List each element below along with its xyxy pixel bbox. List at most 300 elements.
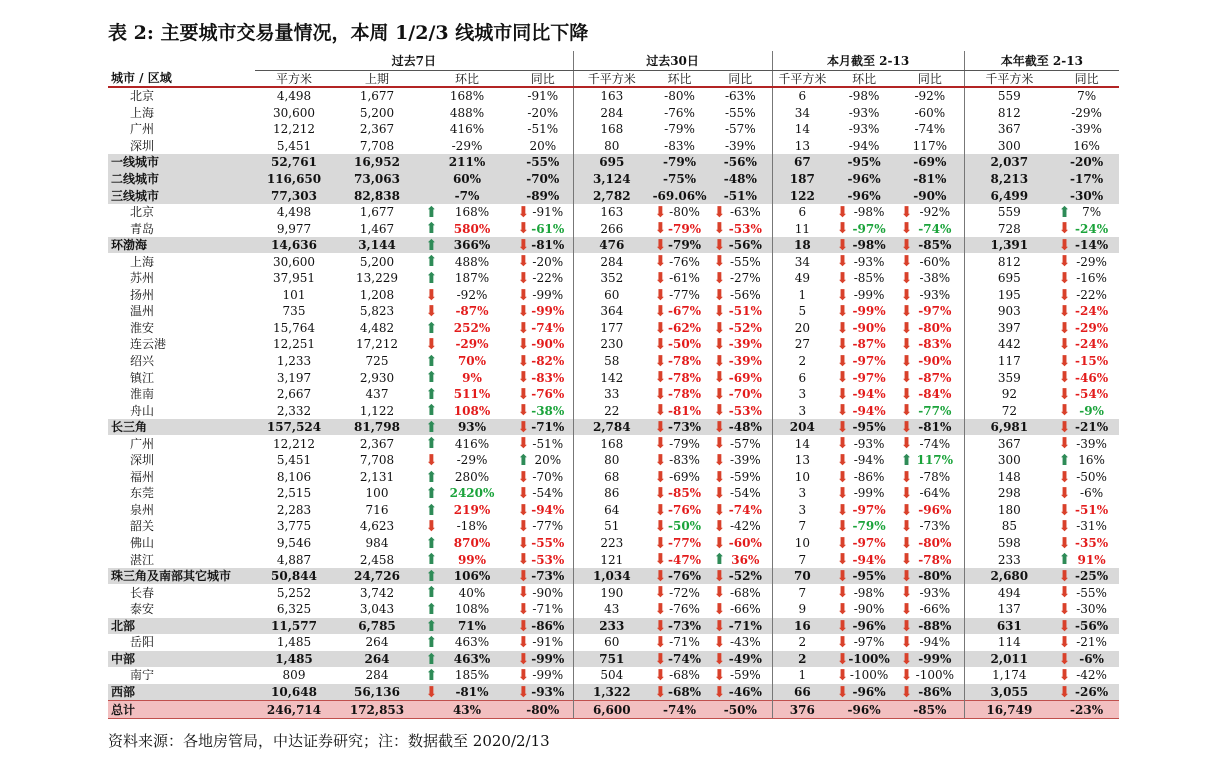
table-cell: 5,200 <box>359 105 395 120</box>
arrow-down-icon-cell: ⬇ -85% <box>896 237 964 254</box>
arrow-down-icon-cell: ⬇ -50% <box>650 336 709 353</box>
table-cell: 12,212 <box>273 122 315 137</box>
group-row <box>108 171 1119 188</box>
table-cell: -96% <box>832 187 896 204</box>
table-cell: 367 <box>964 121 1054 138</box>
city-name: 淮南 <box>130 387 155 402</box>
arrow-down-icon-cell: ⬇ -53% <box>709 220 772 237</box>
city-name: 三线城市 <box>108 187 255 204</box>
arrow-down-icon-cell: ⬇ -97% <box>832 353 896 370</box>
table-cell: 163 <box>573 87 650 105</box>
table-cell: 5,200 <box>359 254 395 269</box>
arrow-down-icon-cell: ⬇ -91% <box>513 634 573 651</box>
arrow-up-icon-cell: ⬆ 219% <box>421 502 513 519</box>
arrow-down-icon-cell: ⬇ -86% <box>896 684 964 701</box>
arrow-down-icon-cell: ⬇ -43% <box>709 634 772 651</box>
table-row <box>108 87 1119 105</box>
column-header: 环比 <box>650 71 709 88</box>
table-cell: 18 <box>772 237 832 254</box>
table-cell: 4,498 <box>276 205 312 220</box>
table-cell: 1,467 <box>359 221 395 236</box>
table-cell: 812 <box>964 105 1054 122</box>
table-cell: 488% <box>449 105 485 120</box>
table-cell: 2,332 <box>276 403 312 418</box>
column-header: 环比 <box>421 71 513 88</box>
table-cell: 1,677 <box>359 89 395 104</box>
table-cell: 728 <box>964 220 1054 237</box>
arrow-down-icon-cell: ⬇ -71% <box>650 634 709 651</box>
table-cell: 190 <box>573 584 650 601</box>
column-header: 千平方米 <box>772 71 832 88</box>
data-table <box>108 51 1119 719</box>
arrow-down-icon-cell: ⬇ -26% <box>1054 684 1119 701</box>
table-cell: 148 <box>964 469 1054 486</box>
arrow-down-icon-cell: ⬇ -100% <box>896 667 964 684</box>
arrow-down-icon-cell: ⬇ -39% <box>1054 435 1119 452</box>
arrow-down-icon-cell: ⬇ -78% <box>896 469 964 486</box>
table-cell: 27 <box>772 336 832 353</box>
table-cell: 9,977 <box>276 221 312 236</box>
table-cell: 2,458 <box>359 552 395 567</box>
table-cell: -74% <box>914 122 946 137</box>
table-row <box>108 353 1119 370</box>
table-cell: 43% <box>421 701 513 719</box>
arrow-down-icon-cell: ⬇ -90% <box>513 584 573 601</box>
arrow-up-icon-cell: ⬆ 71% <box>421 618 513 635</box>
table-cell: 5,252 <box>276 585 312 600</box>
table-cell: 233 <box>573 618 650 635</box>
city-name: 深圳 <box>130 453 155 468</box>
table-cell: 58 <box>573 353 650 370</box>
table-cell: 60 <box>573 634 650 651</box>
table-cell: -55% <box>724 105 756 120</box>
table-cell: 20 <box>772 320 832 337</box>
table-cell: 2,367 <box>359 436 395 451</box>
table-cell: -20% <box>1054 154 1119 171</box>
arrow-down-icon-cell: ⬇ -6% <box>1054 651 1119 668</box>
arrow-down-icon-cell: ⬇ -74% <box>896 435 964 452</box>
table-cell: 81,798 <box>333 419 421 436</box>
arrow-down-icon-cell: ⬇ -74% <box>513 320 573 337</box>
table-cell: 376 <box>772 701 832 719</box>
table-cell: 9 <box>772 601 832 618</box>
table-cell: 13 <box>772 138 832 155</box>
arrow-down-icon-cell: ⬇ -88% <box>896 618 964 635</box>
arrow-down-icon-cell: ⬇ -24% <box>1054 303 1119 320</box>
table-cell: 266 <box>573 220 650 237</box>
table-cell: -48% <box>709 171 772 188</box>
table-cell: 284 <box>573 105 650 122</box>
city-name: 北京 <box>130 89 155 104</box>
city-name: 长三角 <box>108 419 255 436</box>
table-cell: 168 <box>573 435 650 452</box>
table-cell: 3,144 <box>333 237 421 254</box>
arrow-down-icon-cell: ⬇ -25% <box>1054 568 1119 585</box>
table-cell: 7,708 <box>359 453 395 468</box>
table-cell: 476 <box>573 237 650 254</box>
table-cell: 7 <box>772 518 832 535</box>
table-row <box>108 138 1119 155</box>
arrow-down-icon-cell: ⬇ -95% <box>832 568 896 585</box>
arrow-down-icon-cell: ⬇ -6% <box>1054 485 1119 502</box>
arrow-up-icon-cell: ⬆ 108% <box>421 601 513 618</box>
table-cell: 1,485 <box>255 651 333 668</box>
arrow-down-icon-cell: ⬇ -56% <box>709 287 772 304</box>
arrow-down-icon-cell: ⬇ -59% <box>709 667 772 684</box>
arrow-down-icon-cell: ⬇ -97% <box>832 634 896 651</box>
arrow-down-icon-cell: ⬇ -39% <box>709 452 772 469</box>
table-cell: 6,981 <box>964 419 1054 436</box>
header-row-groups <box>108 51 1119 71</box>
table-cell: 1,233 <box>276 354 312 369</box>
table-cell: 598 <box>964 535 1054 552</box>
table-cell: -96% <box>832 171 896 188</box>
arrow-down-icon-cell: ⬇ -97% <box>896 303 964 320</box>
table-cell: 442 <box>964 336 1054 353</box>
table-cell: 60% <box>421 171 513 188</box>
table-cell: 223 <box>573 535 650 552</box>
arrow-down-icon-cell: ⬇ -94% <box>832 551 896 568</box>
table-cell: 114 <box>964 634 1054 651</box>
arrow-up-icon-cell: ⬆ 2420% <box>421 485 513 502</box>
arrow-down-icon-cell: ⬇ -62% <box>650 320 709 337</box>
column-header: 千平方米 <box>964 71 1054 88</box>
arrow-up-icon-cell: ⬆ 70% <box>421 353 513 370</box>
arrow-down-icon-cell: ⬇ -50% <box>650 518 709 535</box>
table-cell: 16,952 <box>333 154 421 171</box>
table-cell: -60% <box>914 105 946 120</box>
table-cell: 631 <box>964 618 1054 635</box>
group-header-year: 本年截至 2-13 <box>964 51 1119 71</box>
arrow-down-icon-cell: ⬇ -79% <box>650 435 709 452</box>
table-cell: -79% <box>664 122 695 137</box>
arrow-up-icon-cell: ⬆ 16% <box>1054 452 1119 469</box>
table-cell: 157,524 <box>255 419 333 436</box>
table-cell: 2,930 <box>359 370 395 385</box>
table-cell: 70 <box>772 568 832 585</box>
arrow-down-icon-cell: ⬇ -86% <box>832 469 896 486</box>
table-cell: 204 <box>772 419 832 436</box>
arrow-up-icon-cell: ⬆ 187% <box>421 270 513 287</box>
table-cell: -83% <box>664 138 695 153</box>
arrow-down-icon-cell: ⬇ -81% <box>896 419 964 436</box>
table-cell: 6,600 <box>573 701 650 719</box>
column-header: 同比 <box>709 71 772 88</box>
table-cell: 8,213 <box>964 171 1054 188</box>
arrow-down-icon-cell: ⬇ -18% <box>421 518 513 535</box>
table-cell: 559 <box>964 87 1054 105</box>
table-cell: 12,251 <box>273 337 315 352</box>
table-cell: 284 <box>573 253 650 270</box>
arrow-up-icon-cell: ⬆ 117% <box>896 452 964 469</box>
table-cell: 6 <box>772 204 832 221</box>
arrow-down-icon-cell: ⬇ -27% <box>709 270 772 287</box>
arrow-down-icon-cell: ⬇ -97% <box>832 535 896 552</box>
arrow-up-icon-cell: ⬆ 463% <box>421 651 513 668</box>
table-cell: 7% <box>1077 89 1097 104</box>
table-cell: 352 <box>573 270 650 287</box>
arrow-down-icon-cell: ⬇ -80% <box>896 320 964 337</box>
table-cell: -81% <box>896 171 964 188</box>
table-cell: 68 <box>573 469 650 486</box>
city-name: 西部 <box>108 684 255 701</box>
table-cell: 12,212 <box>273 436 315 451</box>
table-row <box>108 320 1119 337</box>
table-cell: 3,043 <box>359 602 395 617</box>
arrow-down-icon-cell: ⬇ -100% <box>832 651 896 668</box>
arrow-down-icon-cell: ⬇ -21% <box>1054 419 1119 436</box>
arrow-down-icon-cell: ⬇ -94% <box>832 402 896 419</box>
table-cell: 2,011 <box>964 651 1054 668</box>
arrow-down-icon-cell: ⬇ -22% <box>1054 287 1119 304</box>
table-cell: 14,636 <box>255 237 333 254</box>
arrow-down-icon-cell: ⬇ -73% <box>650 618 709 635</box>
arrow-down-icon-cell: ⬇ -29% <box>421 452 513 469</box>
group-row <box>108 154 1119 171</box>
table-cell: 3 <box>772 402 832 419</box>
table-cell: 64 <box>573 502 650 519</box>
source-note: 资料来源：各地房管局，中达证券研究；注：数据截至 2020/2/13 <box>108 732 550 750</box>
city-name: 温州 <box>130 304 155 319</box>
arrow-down-icon-cell: ⬇ -84% <box>896 386 964 403</box>
arrow-up-icon-cell: ⬆ 463% <box>421 634 513 651</box>
table-row <box>108 435 1119 452</box>
table-row <box>108 402 1119 419</box>
table-cell: -96% <box>832 701 896 719</box>
arrow-down-icon-cell: ⬇ -51% <box>709 303 772 320</box>
arrow-down-icon-cell: ⬇ -9% <box>1054 402 1119 419</box>
table-cell: 80 <box>573 452 650 469</box>
arrow-down-icon-cell: ⬇ -73% <box>650 419 709 436</box>
arrow-down-icon-cell: ⬇ -76% <box>650 502 709 519</box>
arrow-down-icon-cell: ⬇ -83% <box>896 336 964 353</box>
arrow-down-icon-cell: ⬇ -77% <box>896 402 964 419</box>
table-cell: 10,648 <box>255 684 333 701</box>
arrow-down-icon-cell: ⬇ -76% <box>513 386 573 403</box>
arrow-down-icon-cell: ⬇ -29% <box>1054 320 1119 337</box>
table-cell: 1,322 <box>573 684 650 701</box>
arrow-down-icon-cell: ⬇ -73% <box>896 518 964 535</box>
table-cell: 1,122 <box>359 403 395 418</box>
arrow-down-icon-cell: ⬇ -99% <box>896 651 964 668</box>
table-cell: -56% <box>709 154 772 171</box>
table-row <box>108 518 1119 535</box>
arrow-down-icon-cell: ⬇ -85% <box>832 270 896 287</box>
group-header-30d: 过去30日 <box>573 51 772 71</box>
arrow-down-icon-cell: ⬇ -97% <box>832 369 896 386</box>
table-cell: 168 <box>573 121 650 138</box>
city-name: 泉州 <box>130 502 155 517</box>
arrow-down-icon-cell: ⬇ -80% <box>896 535 964 552</box>
city-name: 镇江 <box>130 370 155 385</box>
city-name: 淮安 <box>130 320 155 335</box>
arrow-down-icon-cell: ⬇ -39% <box>709 336 772 353</box>
arrow-down-icon-cell: ⬇ -76% <box>650 568 709 585</box>
table-cell: 7,708 <box>359 138 395 153</box>
arrow-down-icon-cell: ⬇ -97% <box>832 502 896 519</box>
city-name: 长春 <box>130 585 155 600</box>
arrow-down-icon-cell: ⬇ -55% <box>1054 584 1119 601</box>
arrow-down-icon-cell: ⬇ -94% <box>832 452 896 469</box>
table-cell: 211% <box>421 154 513 171</box>
table-cell: 100 <box>365 486 389 501</box>
arrow-down-icon-cell: ⬇ -55% <box>513 535 573 552</box>
arrow-down-icon-cell: ⬇ -24% <box>1054 220 1119 237</box>
table-cell: 66 <box>772 684 832 701</box>
arrow-up-icon-cell: ⬆ 488% <box>421 253 513 270</box>
arrow-down-icon-cell: ⬇ -81% <box>421 684 513 701</box>
arrow-down-icon-cell: ⬇ -72% <box>650 584 709 601</box>
table-cell: 92 <box>964 386 1054 403</box>
table-cell: 397 <box>964 320 1054 337</box>
arrow-up-icon-cell: ⬆ 40% <box>421 584 513 601</box>
table-cell: -95% <box>832 154 896 171</box>
arrow-down-icon-cell: ⬇ -85% <box>650 485 709 502</box>
city-name: 青岛 <box>130 221 155 236</box>
table-cell: 298 <box>964 485 1054 502</box>
arrow-up-icon-cell: ⬆ 511% <box>421 386 513 403</box>
arrow-down-icon-cell: ⬇ -54% <box>513 485 573 502</box>
table-title: 表 2: 主要城市交易量情况，本周 1/2/3 线城市同比下降 <box>108 22 589 44</box>
table-cell: -91% <box>527 89 559 104</box>
table-cell: -51% <box>709 187 772 204</box>
table-cell: 2 <box>772 651 832 668</box>
table-cell: -92% <box>914 89 946 104</box>
table-cell: -57% <box>724 122 756 137</box>
table-cell: 43 <box>573 601 650 618</box>
table-cell: 751 <box>573 651 650 668</box>
header-spacer <box>108 51 255 71</box>
arrow-down-icon-cell: ⬇ -38% <box>896 270 964 287</box>
table-cell: 80 <box>573 138 650 155</box>
column-header: 上期 <box>333 71 421 88</box>
table-cell: 903 <box>964 303 1054 320</box>
arrow-down-icon-cell: ⬇ -90% <box>832 320 896 337</box>
arrow-down-icon-cell: ⬇ -94% <box>896 634 964 651</box>
table-cell: -90% <box>896 187 964 204</box>
arrow-down-icon-cell: ⬇ -93% <box>832 435 896 452</box>
table-cell: 195 <box>964 287 1054 304</box>
table-cell: -70% <box>513 171 573 188</box>
table-cell: 7 <box>772 551 832 568</box>
table-cell: 72 <box>964 402 1054 419</box>
table-cell: 10 <box>772 469 832 486</box>
arrow-up-icon-cell: ⬆ 280% <box>421 469 513 486</box>
table-cell: 416% <box>449 122 485 137</box>
arrow-up-icon-cell: ⬆ 99% <box>421 551 513 568</box>
arrow-down-icon-cell: ⬇ -78% <box>650 369 709 386</box>
city-name: 岳阳 <box>130 635 155 650</box>
arrow-down-icon-cell: ⬇ -39% <box>709 353 772 370</box>
table-cell: 177 <box>573 320 650 337</box>
arrow-down-icon-cell: ⬇ -16% <box>1054 270 1119 287</box>
column-header: 环比 <box>832 71 896 88</box>
group-row <box>108 237 1119 254</box>
table-cell: 16,749 <box>964 701 1054 719</box>
arrow-down-icon-cell: ⬇ -76% <box>650 253 709 270</box>
arrow-down-icon-cell: ⬇ -56% <box>709 237 772 254</box>
city-name: 总计 <box>108 701 255 719</box>
table-cell: 716 <box>365 502 389 517</box>
city-name: 珠三角及南部其它城市 <box>108 568 255 585</box>
city-name: 上海 <box>130 254 155 269</box>
arrow-down-icon-cell: ⬇ -99% <box>513 667 573 684</box>
arrow-down-icon-cell: ⬇ -90% <box>896 353 964 370</box>
city-name: 北部 <box>108 618 255 635</box>
table-cell: -85% <box>896 701 964 719</box>
arrow-up-icon-cell: ⬆ 168% <box>421 204 513 221</box>
table-cell: 17,212 <box>356 337 398 352</box>
arrow-up-icon-cell: ⬆ 416% <box>421 435 513 452</box>
group-header-7d: 过去7日 <box>255 51 573 71</box>
table-cell: 3 <box>772 485 832 502</box>
table-cell: 117 <box>964 353 1054 370</box>
table-cell: 359 <box>964 369 1054 386</box>
arrow-down-icon-cell: ⬇ -77% <box>513 518 573 535</box>
arrow-down-icon-cell: ⬇ -93% <box>896 287 964 304</box>
city-name: 韶关 <box>130 519 155 534</box>
table-cell: 559 <box>964 204 1054 221</box>
arrow-down-icon-cell: ⬇ -83% <box>513 369 573 386</box>
table-cell: 6,499 <box>964 187 1054 204</box>
arrow-down-icon-cell: ⬇ -15% <box>1054 353 1119 370</box>
arrow-down-icon-cell: ⬇ -99% <box>513 287 573 304</box>
table-cell: 264 <box>333 651 421 668</box>
table-cell: -20% <box>527 105 559 120</box>
city-name: 一线城市 <box>108 154 255 171</box>
table-cell: -29% <box>451 138 483 153</box>
table-cell: 1,208 <box>359 287 395 302</box>
table-cell: -69.06% <box>650 187 709 204</box>
arrow-down-icon-cell: ⬇ -92% <box>896 204 964 221</box>
table-cell: 33 <box>573 386 650 403</box>
table-row <box>108 634 1119 651</box>
table-row <box>108 485 1119 502</box>
table-cell: 117% <box>912 138 947 153</box>
table-row <box>108 270 1119 287</box>
table-cell: 2,283 <box>276 502 312 517</box>
table-cell: -23% <box>1054 701 1119 719</box>
arrow-down-icon-cell: ⬇ -95% <box>832 419 896 436</box>
table-row <box>108 303 1119 320</box>
arrow-down-icon-cell: ⬇ -93% <box>832 253 896 270</box>
table-cell: 187 <box>772 171 832 188</box>
arrow-down-icon-cell: ⬇ -49% <box>709 651 772 668</box>
arrow-down-icon-cell: ⬇ -60% <box>709 535 772 552</box>
table-cell: 5,451 <box>276 453 312 468</box>
city-name: 南宁 <box>130 668 155 683</box>
table-row <box>108 469 1119 486</box>
table-cell: 2 <box>772 634 832 651</box>
arrow-down-icon-cell: ⬇ -78% <box>896 551 964 568</box>
table-cell: 163 <box>573 204 650 221</box>
table-row <box>108 584 1119 601</box>
table-row <box>108 551 1119 568</box>
table-cell: 3,124 <box>573 171 650 188</box>
table-cell: -51% <box>527 122 559 137</box>
table-cell: 9,546 <box>276 536 312 551</box>
table-cell: 172,853 <box>333 701 421 719</box>
table-cell: 494 <box>964 584 1054 601</box>
table-cell: 168% <box>449 89 485 104</box>
arrow-down-icon-cell: ⬇ -99% <box>832 485 896 502</box>
column-header: 平方米 <box>255 71 333 88</box>
group-row <box>108 684 1119 701</box>
table-cell: 233 <box>964 551 1054 568</box>
table-cell: 137 <box>964 601 1054 618</box>
arrow-down-icon-cell: ⬇ -74% <box>709 502 772 519</box>
table-cell: 5 <box>772 303 832 320</box>
